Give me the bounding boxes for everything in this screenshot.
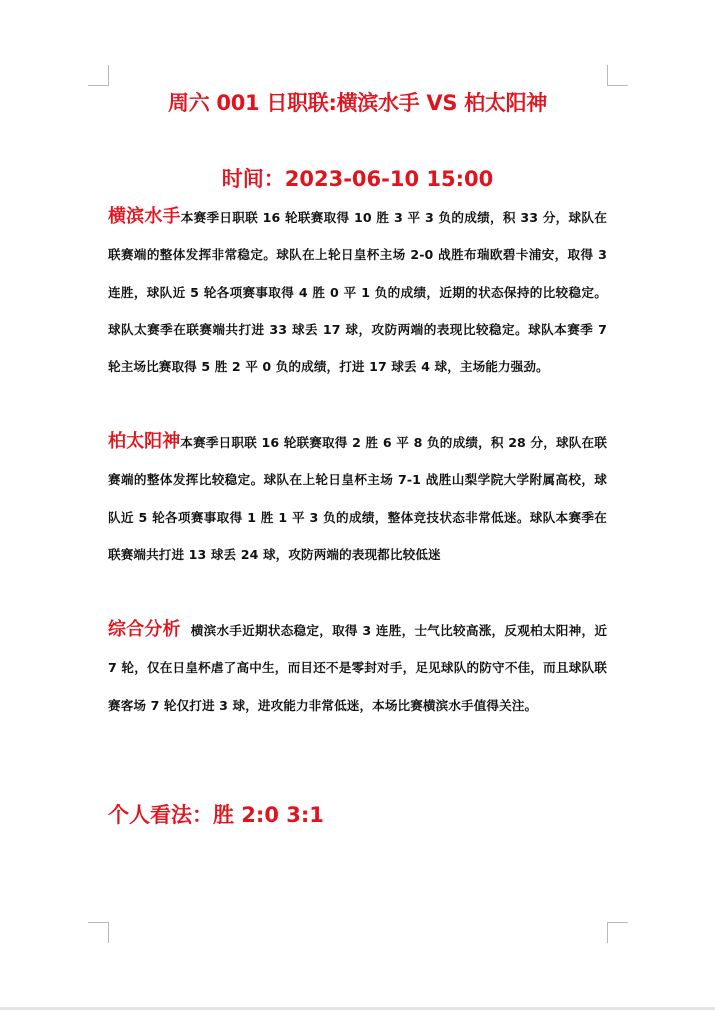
margin-corner-mark-bottom-right (607, 922, 628, 943)
margin-corner-mark-top-left (88, 65, 109, 86)
document-title: 周六 001 日职联:横滨水手 VS 柏太阳神 (168, 91, 547, 115)
personal-opinion: 个人看法：胜 2:0 3:1 (108, 803, 324, 827)
section-lead-overall: 综合分析 (108, 619, 181, 640)
section-lead-home-team: 横滨水手 (108, 206, 181, 227)
match-time: 时间：2023-06-10 15:00 (221, 167, 494, 191)
section-body-overall: 横滨水手近期状态稳定，取得 3 连胜，士气比较高涨，反观柏太阳神，近 7 轮，仅在日皇杯虐了高中生，而目还不是零封对手，足见球队的防守不佳，而且球队联赛客场 7 轮仅打进 3 球，进攻能力非常低迷，本场比赛横滨水手值得关注。 (108, 623, 608, 713)
section-body-home-team: 本赛季日职联 16 轮联赛取得 10 胜 3 平 3 负的成绩，积 33 分，球队在联赛端的整体发挥非常稳定。球队在上轮日皇杯主场 2-0 战胜布瑞欧碧卡浦安，取得 3 连胜，球队近 5 轮各项赛事取得 4 胜 0 平 1 负的成绩，近期的状态保持的比较稳定。球队太赛季在联赛端共打进 33 球丢 17 球，攻防两端的表现比较稳定。球队本赛季 7 轮主场比赛取得 5 胜 2 平 0 负的成绩，打进 17 球丢 4 球，主场能力强劲。 (108, 210, 607, 375)
margin-corner-mark-bottom-left (88, 922, 109, 943)
team-analysis-home (108, 198, 607, 385)
team-analysis-away (108, 423, 607, 573)
section-lead-away-team: 柏太阳神 (108, 431, 181, 452)
overall-analysis (108, 611, 607, 724)
margin-corner-mark-top-right (607, 65, 628, 86)
section-body-away-team: 本赛季日职联 16 轮联赛取得 2 胜 6 平 8 负的成绩，积 28 分，球队在联赛端的整体发挥比较稳定。球队在上轮日皇杯主场 7-1 战胜山梨学院大学附属高校，球队近 5 轮各项赛事取得 1 胜 1 平 3 负的成绩，整体竞技状态非常低迷。球队本赛季在联赛端共打进 13 球丢 24 球，攻防两端的表现都比较低迷 (108, 435, 607, 562)
